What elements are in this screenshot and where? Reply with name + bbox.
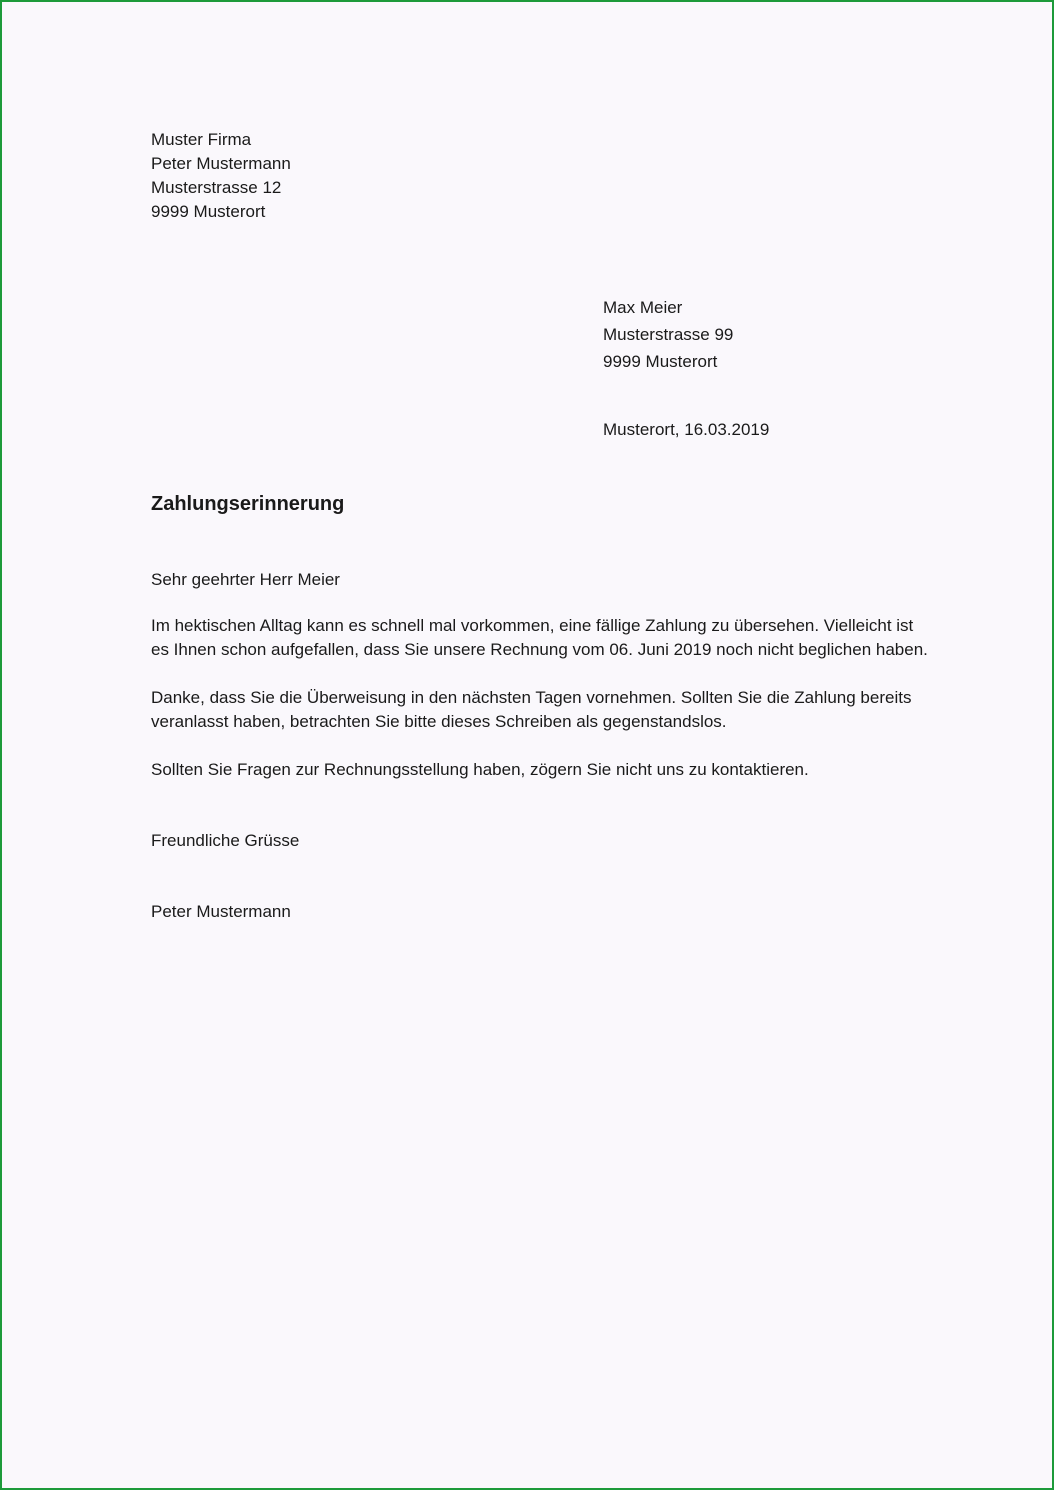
signature-name: Peter Mustermann (151, 902, 291, 921)
sender-street: Musterstrasse 12 (151, 178, 282, 197)
sender-name: Peter Mustermann (151, 154, 291, 173)
body-paragraph (151, 758, 809, 782)
salutation: Sehr geehrter Herr Meier (151, 570, 340, 589)
sender-city: 9999 Musterort (151, 202, 266, 221)
date-line: Musterort, 16.03.2019 (603, 420, 770, 439)
paragraph-line: Sollten Sie Fragen zur Rechnungsstellung haben, zögern Sie nicht uns zu kontaktieren. (151, 760, 809, 779)
paragraph-line: es Ihnen schon aufgefallen, dass Sie unsere Rechnung vom 06. Juni 2019 noch nicht beglichen haben. (151, 640, 928, 659)
sender-company: Muster Firma (151, 130, 252, 149)
letter-subject: Zahlungserinnerung (151, 493, 345, 515)
sender-address (151, 128, 291, 224)
paragraph-line: Danke, dass Sie die Überweisung in den nächsten Tagen vornehmen. Sollten Sie die Zahlung bereits (151, 688, 912, 707)
closing-line: Freundliche Grüsse (151, 831, 300, 850)
paragraph-line: Im hektischen Alltag kann es schnell mal vorkommen, eine fällige Zahlung zu übersehen. Vielleicht ist (151, 616, 914, 635)
body-paragraph (151, 614, 928, 662)
paragraph-line: veranlasst haben, betrachten Sie bitte dieses Schreiben als gegenstandslos. (151, 712, 727, 731)
recipient-city: 9999 Musterort (603, 352, 718, 371)
recipient-address (603, 294, 733, 375)
body-paragraph (151, 686, 911, 734)
recipient-street: Musterstrasse 99 (603, 325, 734, 344)
recipient-name: Max Meier (603, 298, 683, 317)
